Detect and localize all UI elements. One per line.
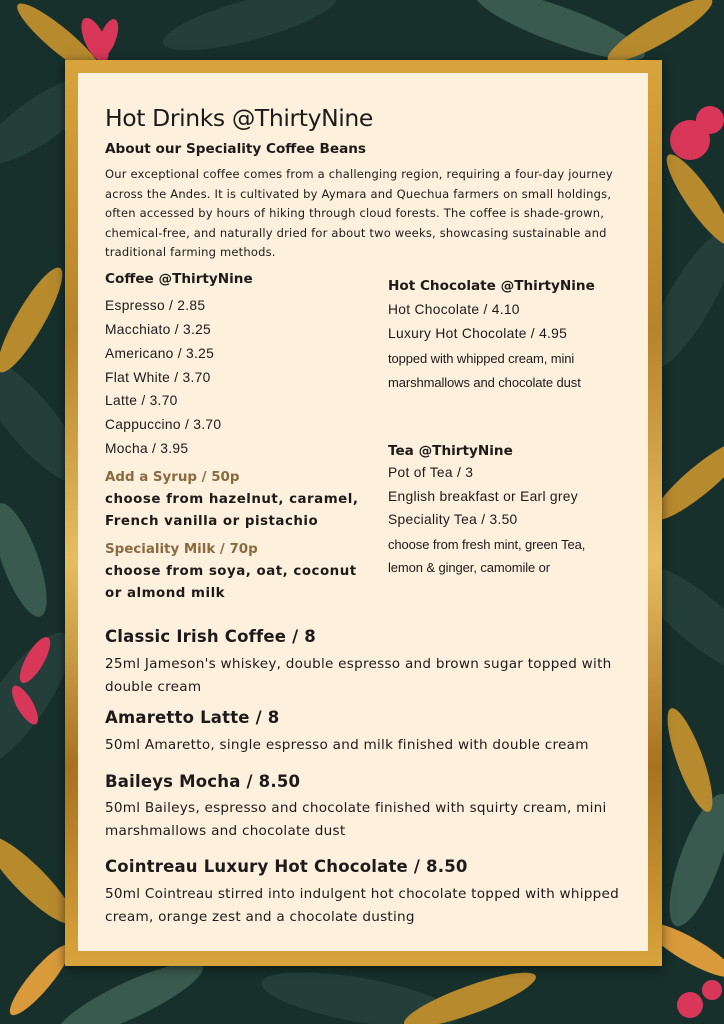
special-drink-description: 50ml Amaretto, single espresso and milk finished with double cream	[105, 737, 589, 753]
coffee-item: Americano / 3.25	[105, 346, 215, 361]
hot-chocolate-item: Luxury Hot Chocolate / 4.95	[388, 326, 568, 341]
coffee-item: Cappuccino / 3.70	[105, 417, 222, 432]
special-drink-name: Cointreau Luxury Hot Chocolate / 8.50	[105, 857, 468, 876]
special-drink-name: Baileys Mocha / 8.50	[105, 772, 301, 791]
special-drink-description: 25ml Jameson's whiskey, double espresso and brown sugar topped with double cream	[105, 656, 612, 695]
about-heading: About our Speciality Coffee Beans	[105, 141, 367, 157]
tea-item: Pot of Tea / 3	[388, 465, 474, 480]
tea-note: choose from fresh mint, green Tea, lemon & ginger, camomile or	[388, 537, 586, 575]
special-drink-description: 50ml Cointreau stirred into indulgent hot chocolate topped with whipped cream, orange zest and a chocolate dusting	[105, 886, 620, 925]
coffee-item: Flat White / 3.70	[105, 370, 211, 385]
tea-item: English breakfast or Earl grey	[388, 489, 578, 504]
coffee-item: Macchiato / 3.25	[105, 322, 212, 337]
special-drink-name: Amaretto Latte / 8	[105, 708, 280, 727]
tea-item: Speciality Tea / 3.50	[388, 512, 518, 527]
coffee-item: Latte / 3.70	[105, 393, 178, 408]
hot-chocolate-heading: Hot Chocolate @ThirtyNine	[388, 278, 595, 294]
tea-heading: Tea @ThirtyNine	[388, 443, 513, 459]
hot-chocolate-note: topped with whipped cream, mini marshmallows and chocolate dust	[388, 351, 581, 390]
coffee-item: Mocha / 3.95	[105, 441, 189, 456]
about-text: Our exceptional coffee comes from a challenging region, requiring a four-day journey across the Andes. It is cultivated by Aymara and Quechua farmers on small holdings, often accessed by hours of hiking through cloud forests. The coffee is shade-grown, chemical-free, and naturally dried for about two weeks, showcasing sustainable and traditional farming methods.	[105, 167, 613, 259]
milk-label: Speciality Milk / 70p	[105, 542, 258, 557]
hot-chocolate-item: Hot Chocolate / 4.10	[388, 302, 520, 317]
special-drink-description: 50ml Baileys, espresso and chocolate finished with squirty cream, mini marshmallows and chocolate dust	[105, 800, 607, 839]
coffee-item: Espresso / 2.85	[105, 298, 206, 313]
menu-title: Hot Drinks @ThirtyNine	[105, 104, 373, 132]
milk-description: choose from soya, oat, coconut or almond milk	[105, 564, 357, 601]
special-drink-name: Classic Irish Coffee / 8	[105, 627, 316, 646]
coffee-heading: Coffee @ThirtyNine	[105, 271, 253, 287]
syrup-description: choose from hazelnut, caramel, French vanilla or pistachio	[105, 492, 359, 529]
syrup-label: Add a Syrup / 50p	[105, 470, 240, 485]
